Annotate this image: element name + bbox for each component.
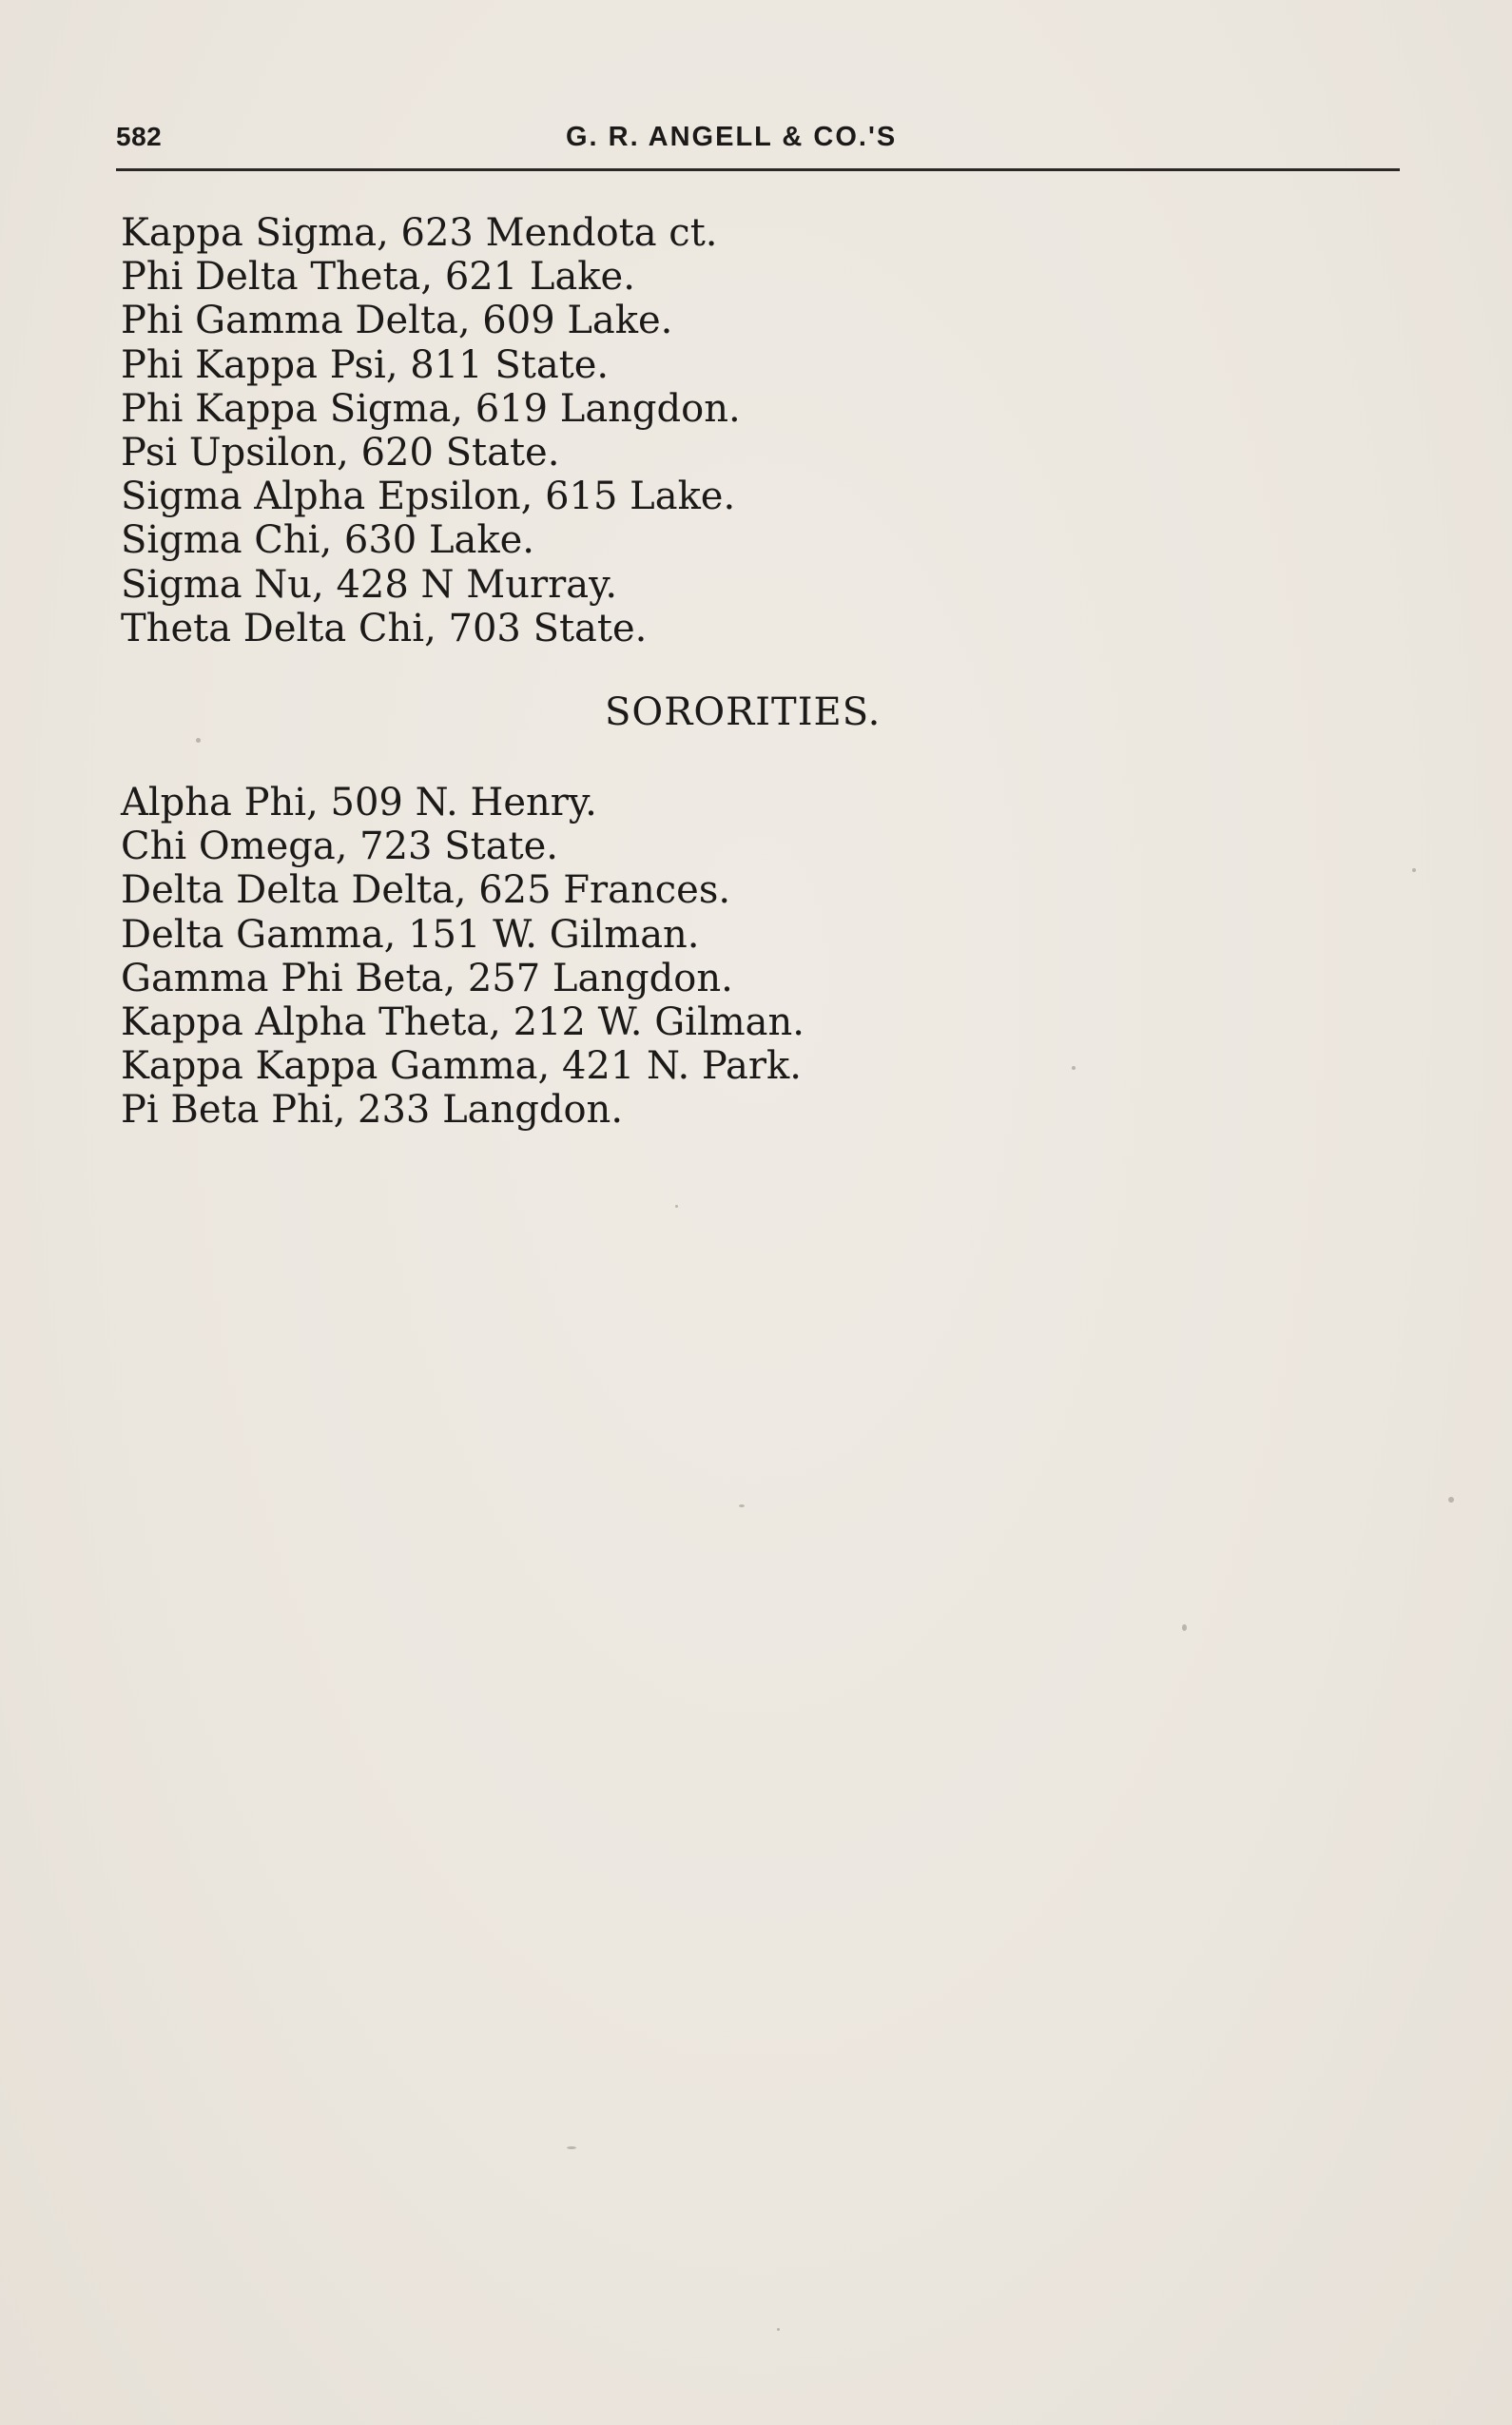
paper-speck bbox=[1448, 1497, 1454, 1503]
list-item: Delta Gamma, 151 W. Gilman. bbox=[121, 912, 700, 957]
paper-speck bbox=[1072, 1066, 1076, 1070]
paper-speck bbox=[777, 2328, 780, 2331]
sororities-heading: SORORITIES. bbox=[605, 690, 882, 734]
list-item: Sigma Alpha Epsilon, 615 Lake. bbox=[121, 475, 736, 519]
fraternity-list bbox=[121, 211, 741, 650]
list-item: Phi Kappa Sigma, 619 Langdon. bbox=[121, 386, 741, 431]
paper-speck bbox=[675, 1205, 678, 1208]
list-item: Pi Beta Phi, 233 Langdon. bbox=[121, 1088, 624, 1133]
list-item: Psi Upsilon, 620 State. bbox=[121, 430, 560, 475]
list-item: Delta Delta Delta, 625 Frances. bbox=[121, 868, 731, 913]
publisher-heading: G. R. ANGELL & CO.'S bbox=[566, 122, 898, 152]
list-item: Kappa Kappa Gamma, 421 N. Park. bbox=[121, 1044, 802, 1089]
list-item: Phi Delta Theta, 621 Lake. bbox=[121, 255, 635, 300]
running-head bbox=[116, 116, 1400, 164]
paper-speck bbox=[196, 738, 201, 743]
header-rule bbox=[116, 168, 1400, 171]
paper-speck bbox=[1412, 868, 1416, 872]
paper-speck bbox=[567, 2146, 576, 2149]
list-item: Kappa Alpha Theta, 212 W. Gilman. bbox=[121, 999, 804, 1044]
sorority-list bbox=[121, 781, 804, 1133]
list-item: Kappa Sigma, 623 Mendota ct. bbox=[121, 211, 718, 255]
list-item: Gamma Phi Beta, 257 Langdon. bbox=[121, 956, 733, 1000]
page-number: 582 bbox=[116, 122, 163, 151]
list-item: Chi Omega, 723 State. bbox=[121, 824, 558, 869]
paper-speck bbox=[1182, 1624, 1187, 1631]
list-item: Sigma Chi, 630 Lake. bbox=[121, 518, 534, 563]
list-item: Phi Gamma Delta, 609 Lake. bbox=[121, 299, 673, 343]
list-item: Theta Delta Chi, 703 State. bbox=[121, 606, 648, 650]
list-item: Phi Kappa Psi, 811 State. bbox=[121, 342, 610, 387]
paper-speck bbox=[739, 1504, 745, 1507]
list-item: Alpha Phi, 509 N. Henry. bbox=[121, 781, 597, 824]
list-item: Sigma Nu, 428 N Murray. bbox=[121, 562, 618, 607]
